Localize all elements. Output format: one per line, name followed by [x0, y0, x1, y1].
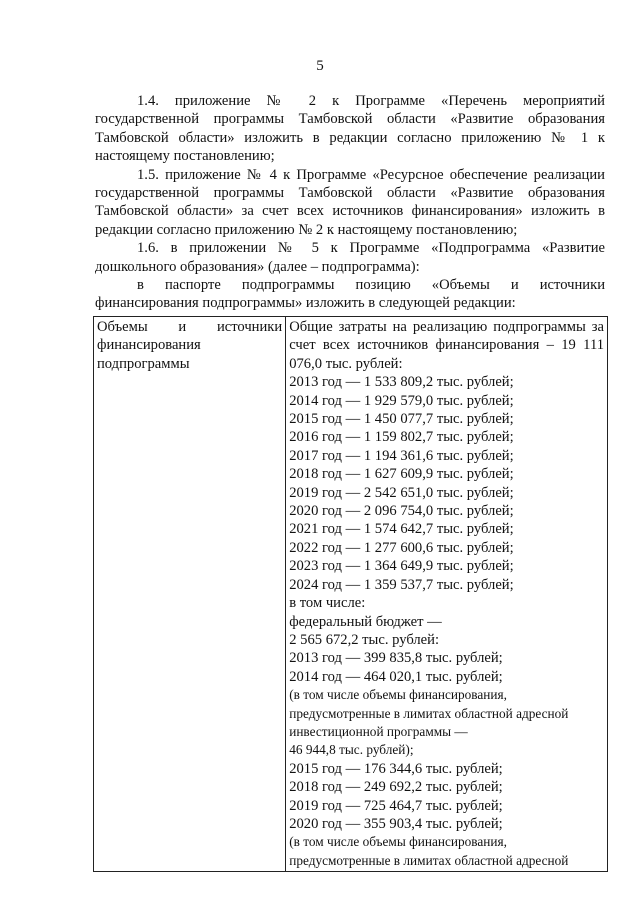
table-line: 46 944,8 тыс. рублей); [289, 742, 414, 758]
table-line: 2014 год — 1 929 579,0 тыс. рублей; [289, 392, 514, 409]
table-line: 2022 год — 1 277 600,6 тыс. рублей; [289, 539, 514, 556]
table-line: 2 565 672,2 тыс. рублей: [289, 631, 440, 648]
table-line: 2017 год — 1 194 361,6 тыс. рублей; [289, 447, 514, 464]
table-row [94, 317, 608, 872]
table-cell-content [286, 317, 608, 872]
financing-table [93, 316, 608, 872]
paragraph-1-6: 1.6. в приложении № 5 к Программе «Подпрограмма «Развитие дошкольного образования» (далее – подпрограмма): [95, 240, 605, 275]
table-line: 2018 год — 249 692,2 тыс. рублей; [289, 779, 503, 796]
table-line: 2014 год — 464 020,1 тыс. рублей; [289, 668, 503, 685]
table-line: 2020 год — 2 096 754,0 тыс. рублей; [289, 503, 514, 520]
table-line: 2015 год — 176 344,6 тыс. рублей; [289, 760, 503, 777]
table-line: 2018 год — 1 627 609,9 тыс. рублей; [289, 466, 514, 483]
paragraph-1-4: 1.4. приложение № 2 к Программе «Перечень мероприятий государственной программы Тамбовской области «Развитие образования Тамбовской области» изложить в редакции согласно приложению № 1 к настоящему постановлению; [95, 93, 605, 165]
table-line: инвестиционной программы — [289, 723, 468, 739]
table-line: федеральный бюджет — [289, 613, 442, 630]
table-line: 2013 год — 399 835,8 тыс. рублей; [289, 650, 503, 667]
table-line: 2016 год — 1 159 802,7 тыс. рублей; [289, 429, 514, 446]
table-line: 2024 год — 1 359 537,7 тыс. рублей; [289, 576, 514, 593]
page-number: 5 [316, 58, 324, 74]
document-body [95, 92, 605, 313]
paragraph-1-5: 1.5. приложение № 4 к Программе «Ресурсное обеспечение реализации государственной программы Тамбовской области «Развитие образования Тамбовской области» за счет всех источников финансирования» изложить в редакции согласно приложению № 2 к настоящему постановлению; [95, 166, 605, 238]
table-line: 2023 год — 1 364 649,9 тыс. рублей; [289, 558, 514, 575]
table-line: 2015 год — 1 450 077,7 тыс. рублей; [289, 411, 514, 428]
table-line: 2020 год — 355 903,4 тыс. рублей; [289, 815, 503, 832]
table-line: в том числе: [289, 595, 366, 612]
table-line: 2019 год — 725 464,7 тыс. рублей; [289, 797, 503, 814]
table-cell-label: Объемы и источники финансирования подпрограммы [94, 317, 286, 872]
table-line: 2021 год — 1 574 642,7 тыс. рублей; [289, 521, 514, 538]
table-line: (в том числе объемы финансирования, [289, 834, 507, 850]
table-line: 2013 год — 1 533 809,2 тыс. рублей; [289, 374, 514, 391]
paragraph-passport: в паспорте подпрограммы позицию «Объемы и источники финансирования подпрограммы» изложить в следующей редакции: [95, 277, 605, 312]
table-line: 2019 год — 2 542 651,0 тыс. рублей; [289, 484, 514, 501]
table-line: предусмотренные в лимитах областной адресной [289, 705, 569, 721]
table-line: предусмотренные в лимитах областной адресной [289, 852, 569, 868]
table-line: (в том числе объемы финансирования, [289, 687, 507, 703]
total-costs-line: Общие затраты на реализацию подпрограммы за счет всех источников финансирования – 19 111 076,0 тыс. рублей: [289, 319, 604, 372]
